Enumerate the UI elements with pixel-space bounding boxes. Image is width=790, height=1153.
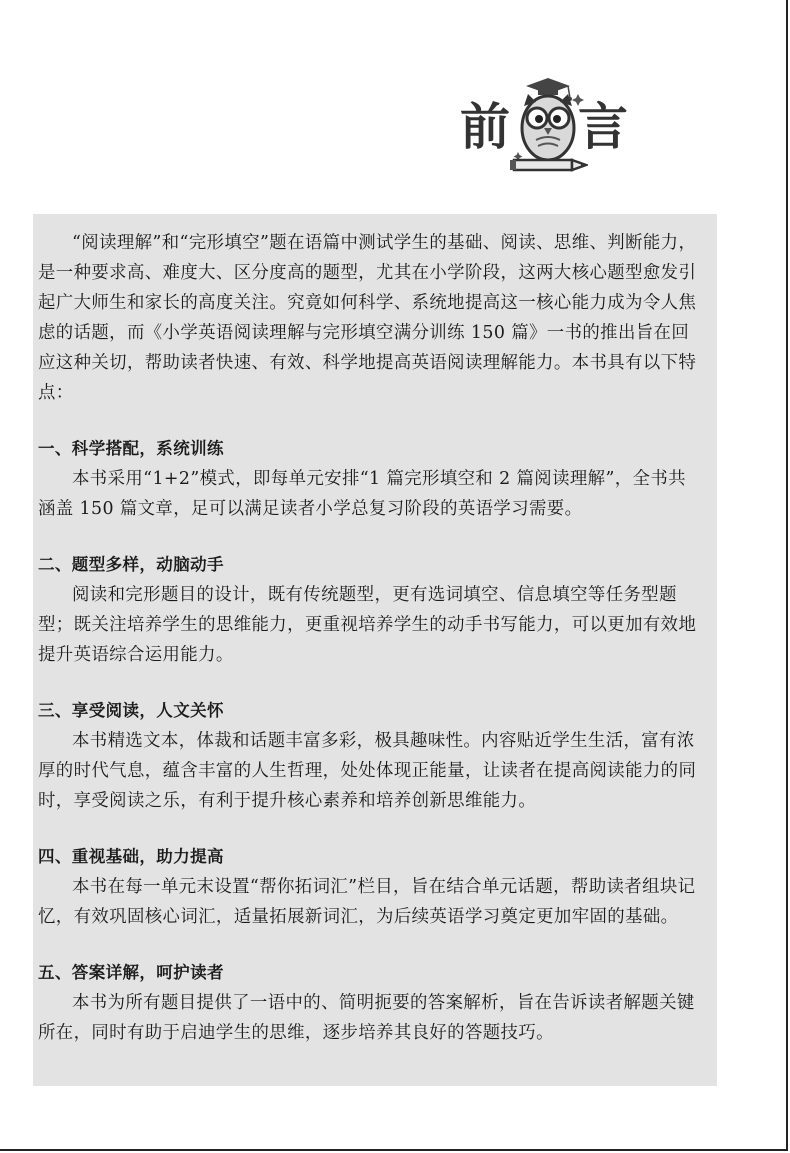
section-title: 一、科学搭配，系统训练 (38, 439, 224, 458)
section-body: 本书为所有题目提供了一语中的、简明扼要的答案解析，旨在告诉读者解题关键所在，同时有助于启迪学生的思维，逐步培养其良好的答题技巧。 (38, 993, 695, 1043)
section-title: 四、重视基础，助力提高 (38, 847, 224, 866)
section-title: 五、答案详解，呵护读者 (38, 963, 224, 982)
preface-title-char-1: 前 (460, 98, 510, 156)
preface-header (460, 72, 640, 182)
section-body: 本书在每一单元末设置“帮你拓词汇”栏目，旨在结合单元话题，帮助读者组块记忆，有效巩固核心词汇，适量拓展新词汇，为后续英语学习奠定更加牢固的基础。 (38, 877, 696, 927)
section-title: 三、享受阅读，人文关怀 (38, 701, 224, 720)
section-body: 本书采用“1+2”模式，即每单元安排“1 篇完形填空和 2 篇阅读理解”，全书共涵盖 150 篇文章，足可以满足读者小学总复习阶段的英语学习需要。 (38, 469, 686, 519)
preface-content (38, 228, 698, 1048)
intro-paragraph: “阅读理解”和“完形填空”题在语篇中测试学生的基础、阅读、思维、判断能力，是一种要求高、难度大、区分度高的题型，尤其在小学阶段，这两大核心题型愈发引起广大师生和家长的高度关注。究竟如何科学、系统地提高这一核心能力成为令人焦虑的话题，而《小学英语阅读理解与完形填空满分训练 150 篇》一书的推出旨在回应这种关切，帮助读者快速、有效、科学地提高英语阅读理解能力。本书具有以下特点： (38, 233, 697, 403)
section-body: 本书精选文本，体裁和话题丰富多彩，极具趣味性。内容贴近学生生活，富有浓厚的时代气息，蕴含丰富的人生哲理，处处体现正能量，让读者在提高阅读能力的同时，享受阅读之乐，有利于提升核心素养和培养创新思维能力。 (38, 731, 697, 811)
preface-title-char-2: 言 (578, 98, 628, 156)
section-body: 阅读和完形题目的设计，既有传统题型，更有选词填空、信息填空等任务型题型；既关注培养学生的思维能力，更重视培养学生的动手书写能力，可以更加有效地提升英语综合运用能力。 (38, 585, 697, 665)
section-title: 二、题型多样，动脑动手 (38, 555, 224, 574)
owl-with-graduation-cap-and-pencil-icon (508, 72, 588, 180)
